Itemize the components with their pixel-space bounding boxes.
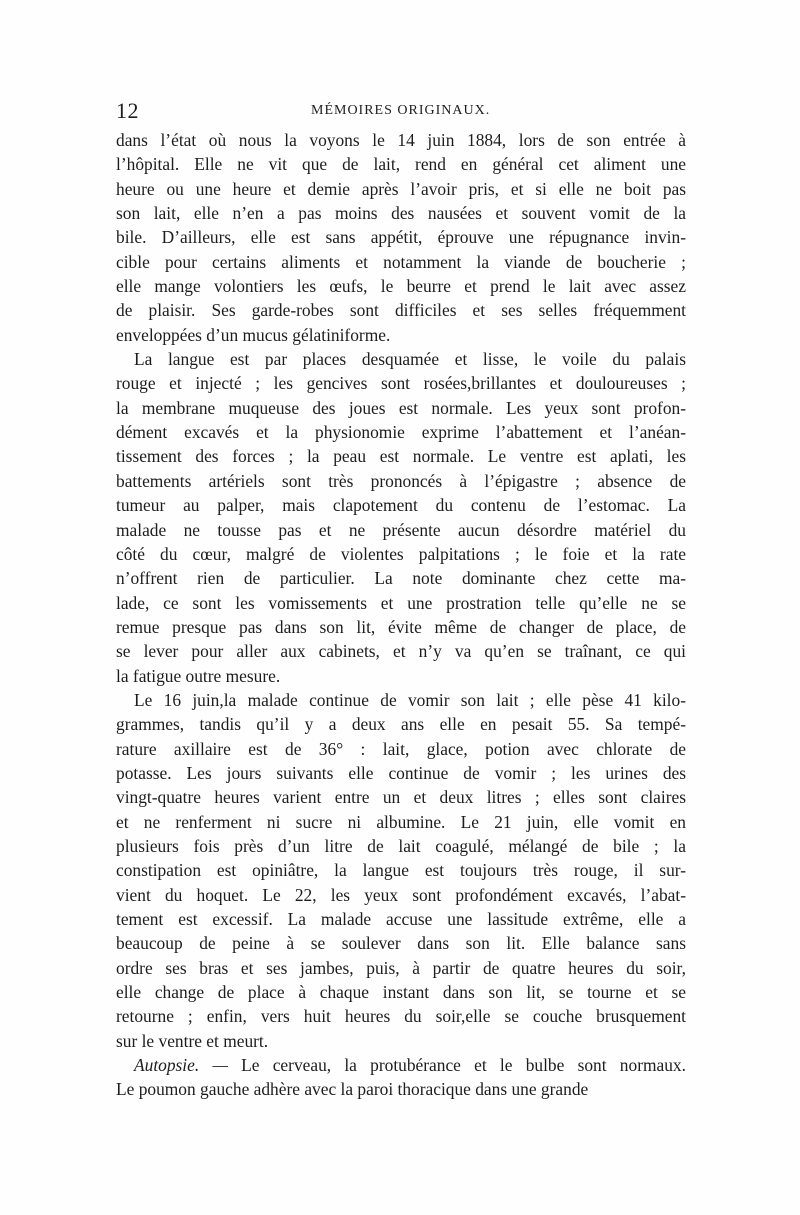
text-line: dans l’état où nous la voyons le 14 juin 1884, lors de son entrée à <box>116 130 686 150</box>
text-line: enveloppées d’un mucus gélatiniforme. <box>116 324 391 345</box>
text-line: retourne ; enfin, vers huit heures du soir,elle se couche brusquement <box>116 1006 686 1027</box>
text-line: beaucoup de peine à se soulever dans son lit. Elle balance sans <box>116 933 686 954</box>
text-line: tissement des forces ; la peau est normale. Le ventre est aplati, les <box>116 446 686 467</box>
text-line: lade, ce sont les vomissements et une prostration telle qu’elle ne se <box>116 592 686 613</box>
text-line: tement est excessif. La malade accuse une lassitude extrême, elle a <box>116 909 686 929</box>
text-line: elle change de place à chaque instant dans son lit, se tourne et se <box>116 982 686 1003</box>
paragraph-start: La langue est par places desquamée et lisse, le voile du palais <box>134 349 686 370</box>
text-line: ordre ses bras et ses jambes, puis, à partir de quatre heures du soir, <box>116 957 686 978</box>
running-head: MÉMOIRES ORIGINAUX. <box>311 103 491 118</box>
text-line: malade ne tousse pas et ne présente aucun désordre matériel du <box>116 519 686 540</box>
text-line: la fatigue outre mesure. <box>116 665 281 686</box>
text-line: potasse. Les jours suivants elle continue de vomir ; les urines des <box>116 762 686 783</box>
text-line: bile. D’ailleurs, elle est sans appétit, éprouve une répugnance invin- <box>116 227 686 248</box>
text-line: constipation est opiniâtre, la langue est toujours très rouge, il sur- <box>116 860 686 881</box>
text-line: heure ou une heure et demie après l’avoir pris, et si elle ne boit pas <box>116 178 686 199</box>
text-line: rouge et injecté ; les gencives sont rosées,brillantes et douloureuses ; <box>116 373 686 394</box>
text-line: n’offrent rien de particulier. La note dominante chez cette ma- <box>116 568 686 589</box>
text-line: côté du cœur, malgré de violentes palpitations ; le foie et la rate <box>116 543 686 564</box>
text-line: elle mange volontiers les œufs, le beurre et prend le lait avec assez <box>116 276 686 297</box>
text-line: l’hôpital. Elle ne vit que de lait, rend en général cet aliment une <box>116 154 686 175</box>
body-text <box>116 128 686 1102</box>
page-header <box>116 98 686 126</box>
text-line: se lever pour aller aux cabinets, et n’y va qu’en se traînant, ce qui <box>116 641 686 662</box>
text-line: cible pour certains aliments et notamment la viande de boucherie ; <box>116 251 686 272</box>
text-line: dément excavés et la physionomie exprime l’abattement et l’anéan- <box>116 422 686 443</box>
text-line: Le poumon gauche adhère avec la paroi thoracique dans une grande <box>116 1079 589 1100</box>
paragraph-start: Le 16 juin,la malade continue de vomir son lait ; elle pèse 41 kilo- <box>134 689 686 710</box>
text-line: battements artériels sont très prononcés à l’épigastre ; absence de <box>116 470 686 491</box>
text-line: sur le ventre et meurt. <box>116 1030 269 1051</box>
text-line: et ne renferment ni sucre ni albumine. Le 21 juin, elle vomit en <box>116 811 686 832</box>
text-line: vingt-quatre heures varient entre un et deux litres ; elles sont claires <box>116 787 686 808</box>
text-line: de plaisir. Ses garde-robes sont difficiles et ses selles fréquemment <box>116 300 686 321</box>
autopsie-paragraph-start <box>116 1053 686 1077</box>
text-line: remue presque pas dans son lit, évite même de changer de place, de <box>116 616 686 637</box>
page-number: 12 <box>116 98 139 123</box>
text-line: vient du hoquet. Le 22, les yeux sont profondément excavés, l’abat- <box>116 884 686 905</box>
text-line: tumeur au palper, mais clapotement du contenu de l’estomac. La <box>116 495 686 516</box>
text-line: son lait, elle n’en a pas moins des nausées et souvent vomit de la <box>116 203 686 224</box>
text-line: la membrane muqueuse des joues est normale. Les yeux sont profon- <box>116 397 686 418</box>
autopsie-lead: Autopsie. — <box>134 1055 228 1076</box>
text-line: grammes, tandis qu’il y a deux ans elle en pesait 55. Sa tempé- <box>116 714 686 735</box>
autopsie-text: Le cerveau, la protubérance et le bulbe sont normaux. <box>241 1055 686 1076</box>
text-line: plusieurs fois près d’un litre de lait coagulé, mélangé de bile ; la <box>116 835 686 856</box>
text-line: rature axillaire est de 36° : lait, glace, potion avec chlorate de <box>116 738 686 759</box>
